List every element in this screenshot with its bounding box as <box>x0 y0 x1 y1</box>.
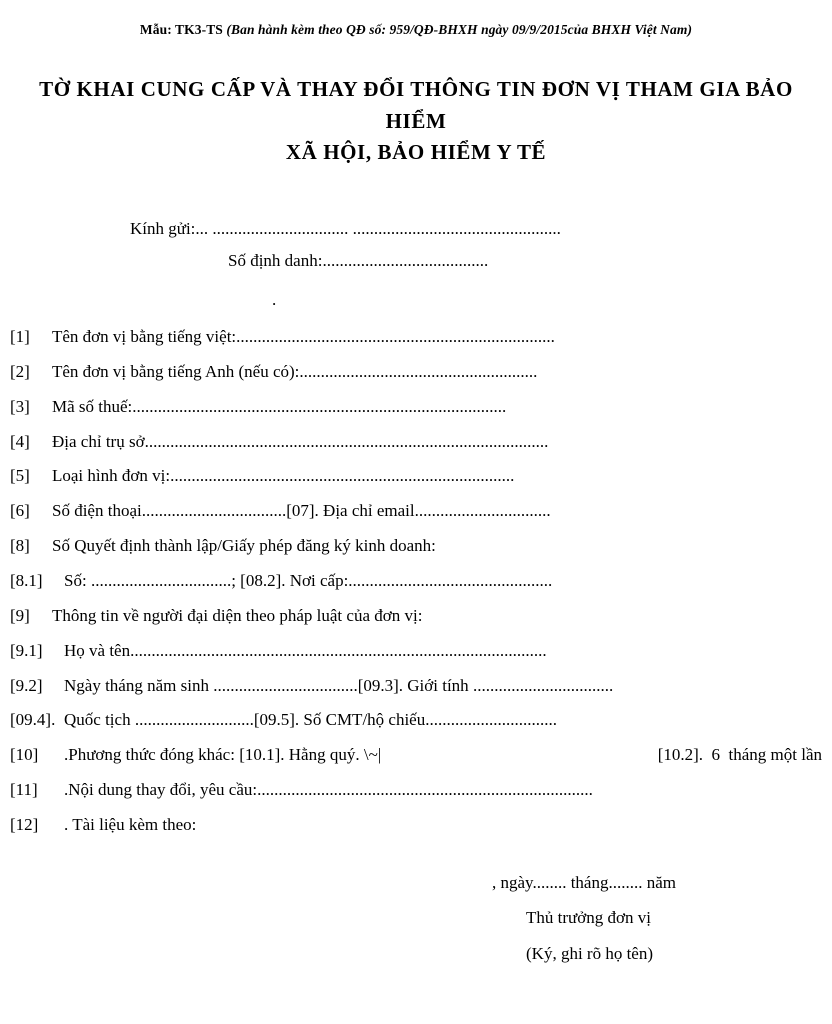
field-number: [11] <box>10 780 38 800</box>
field-label: Tên đơn vị bằng tiếng việt: <box>52 327 237 347</box>
signature-title-line: Thủ trưởng đơn vị <box>526 908 651 928</box>
field-number: [2] <box>10 361 30 381</box>
field-row-9 <box>10 599 822 634</box>
recipient-block <box>10 213 822 309</box>
field-row-11 <box>10 773 822 808</box>
field-dots: ........................................................................... <box>236 327 555 347</box>
field-label: Thông tin về người đại diện theo pháp luật của đơn vị: <box>52 605 423 625</box>
field-number: [5] <box>10 466 30 486</box>
field-number: [4] <box>10 431 30 451</box>
field-label: .Nội dung thay đổi, yêu cầu: <box>64 780 258 800</box>
signature-block <box>10 865 822 972</box>
identifier-dots: ....................................... <box>322 250 489 270</box>
signature-note-line: (Ký, ghi rõ họ tên) <box>526 944 654 964</box>
field-mid-label: [10.2]. 6 tháng một lần <box>657 745 822 765</box>
field-number: [9.2] <box>10 675 43 695</box>
field-label: . Tài liệu kèm theo: <box>64 814 197 834</box>
field-row-5 <box>10 459 822 494</box>
field-row-8-1 <box>10 564 822 599</box>
field-mid-label: [07]. Địa chỉ email <box>286 501 415 521</box>
field-row-8 <box>10 529 822 564</box>
recipient-label: Kính gửi:... <box>130 218 213 238</box>
field-number: [09.4]. <box>10 710 56 730</box>
field-number: [9] <box>10 605 30 625</box>
recipient-dots: ................................ ................................................. <box>212 218 561 238</box>
field-label: Họ và tên <box>64 640 131 660</box>
page-title <box>10 74 822 169</box>
field-number: [10] <box>10 745 39 765</box>
field-number: [1] <box>10 327 30 347</box>
field-label: Mã số thuế: <box>52 396 133 416</box>
field-dots: ............................ <box>134 710 254 730</box>
field-label: .Phương thức đóng khác: [10.1]. Hằng quý. \~| <box>64 745 382 765</box>
form-code-header <box>10 22 822 38</box>
field-dots: ................................................................................. <box>170 466 515 486</box>
field-label: Số điện thoại <box>52 501 142 521</box>
field-dots: .................................. <box>213 675 358 695</box>
field-dots: ........................................................ <box>299 361 538 381</box>
page-title-line1: TỜ KHAI CUNG CẤP VÀ THAY ĐỔI THÔNG TIN ĐƠN VỊ THAM GIA BẢO HIỂM <box>39 77 793 133</box>
field-row-9-4 <box>10 703 822 738</box>
field-row-1 <box>10 320 822 355</box>
stray-dot: . <box>272 290 277 310</box>
field-number: [6] <box>10 501 30 521</box>
field-label: Loại hình đơn vị: <box>52 466 171 486</box>
field-row-10 <box>10 738 822 773</box>
field-dots-2: ................................ <box>414 501 551 521</box>
field-dots-2: ................................. <box>472 675 614 695</box>
field-row-3 <box>10 390 822 425</box>
page-title-line2: XÃ HỘI, BẢO HIỂM Y TẾ <box>285 140 547 164</box>
form-code-prefix: Mẫu: TK3-TS <box>139 22 227 37</box>
form-fields <box>10 320 822 843</box>
field-row-9-1 <box>10 634 822 669</box>
field-number: [3] <box>10 396 30 416</box>
field-row-12 <box>10 808 822 843</box>
form-code-italic: (Ban hành kèm theo QĐ số: 959/QĐ-BHXH ngày 09/9/2015của BHXH Việt Nam) <box>226 22 693 37</box>
recipient-row <box>10 213 822 245</box>
field-row-2 <box>10 355 822 390</box>
field-dots-2: ................................................ <box>348 571 553 590</box>
field-number: [9.1] <box>10 640 43 660</box>
field-label: Số Quyết định thành lập/Giấy phép đăng ký kinh doanh: <box>52 536 436 556</box>
field-dots: .................................. <box>141 501 287 521</box>
field-dots: ........................................................................................ <box>132 396 507 416</box>
field-dots: ............................................................................................... <box>144 431 549 451</box>
identifier-label: Số định danh: <box>228 250 323 270</box>
field-number: [8.1] <box>10 571 43 590</box>
field-label: Địa chỉ trụ sở <box>52 431 145 451</box>
field-label: Quốc tịch <box>64 710 135 730</box>
field-label: Tên đơn vị bằng tiếng Anh (nếu có): <box>52 361 300 381</box>
field-row-9-2 <box>10 669 822 704</box>
field-label: Ngày tháng năm sinh <box>64 675 214 695</box>
signature-date-line: , ngày........ tháng........ năm <box>492 872 676 892</box>
field-dots: ............................................................................... <box>257 780 593 800</box>
field-mid-label: .; [08.2]. Nơi cấp: <box>226 571 349 590</box>
field-number: [8] <box>10 536 30 556</box>
field-row-4 <box>10 425 822 460</box>
field-row-6 <box>10 494 822 529</box>
field-number: [12] <box>10 814 39 834</box>
field-dots: ................................ <box>90 571 227 590</box>
identifier-row <box>10 245 822 277</box>
field-dots-2: ............................... <box>425 710 557 730</box>
field-mid-label: [09.5]. Số CMT/hộ chiếu <box>253 710 426 730</box>
field-mid-label: [09.3]. Giới tính <box>357 675 473 695</box>
field-label: Số: <box>64 571 91 590</box>
field-dots: .................................................................................................. <box>130 640 547 660</box>
